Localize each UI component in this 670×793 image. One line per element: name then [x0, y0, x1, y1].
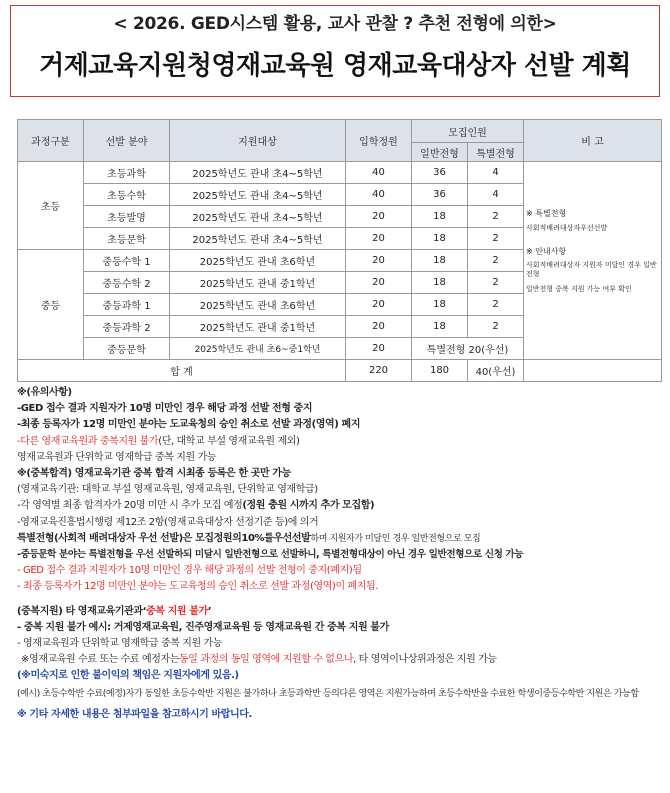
general-cell: 18	[412, 228, 468, 250]
remarks-special-text: 사회적배려대상자우선선발	[526, 224, 608, 232]
header-general: 일반전형	[412, 143, 468, 162]
target-cell: 2025학년도 관내 초4~5학년	[170, 206, 346, 228]
field-cell: 중등수학 1	[84, 250, 170, 272]
quota-cell: 20	[346, 206, 412, 228]
field-cell: 중등문학	[84, 338, 170, 360]
note-line	[17, 531, 662, 547]
special-cell: 2	[468, 294, 524, 316]
selection-table	[17, 119, 662, 382]
note-line: (영재교육기관: 대학교 부설 영재교육원, 영재교육원, 단위학교 영재학급)	[17, 484, 318, 496]
note-text: ’	[207, 605, 212, 617]
note-caution-heading: ※(유의사항)	[17, 387, 72, 398]
special-cell: 2	[468, 206, 524, 228]
note-bold-text: (정원 충원 시까지 추가 모집함)	[242, 500, 375, 512]
header-field: 선발 분야	[84, 120, 170, 162]
notes-section	[17, 385, 662, 723]
field-cell: 초등수학	[84, 184, 170, 206]
general-cell: 36	[412, 184, 468, 206]
page-title: 거제교육지원청영재교육원 영재교육대상자 선발 계획	[39, 51, 631, 81]
remarks-guide-text1: 사회적배려대상자 지원자 미달인 경우 일반전형	[526, 261, 657, 278]
note-blue-line: ※ 기타 자세한 내용은 첨부파일을 참고하시기 바랍니다.	[17, 708, 252, 720]
header-quota: 입학정원	[346, 120, 412, 162]
special-cell: 2	[468, 250, 524, 272]
total-general: 180	[412, 360, 468, 382]
note-example: (예시) 초등수학반 수료(예정)자가 동일한 초등수학반 지원은 불가하나 초등과학반 등의다른 영역은 지원가능하며 초등수학반을 수료한 학생이중등수학반 지원은 가능함	[17, 688, 639, 699]
note-line: - 중복 지원 불가 예시: 거제영재교육원, 진주영재교육원 등 영재교육원 간 중복 지원 불가	[17, 621, 389, 633]
note-red-text: -다른 영재교육원과 중복지원 불가	[17, 435, 159, 447]
quota-cell: 20	[346, 294, 412, 316]
note-line	[17, 498, 662, 514]
header-course: 과정구분	[18, 120, 84, 162]
note-red-text: 중복 지원 불가	[146, 605, 208, 617]
special-cell: 4	[468, 184, 524, 206]
special-cell: 2	[468, 316, 524, 338]
note-line: -최종 등록자가 12명 미만인 분야는 도교육청의 승인 취소로 선발 과정(영역) 폐지	[17, 419, 361, 431]
note-line: - 영재교육원과 단위학교 영재학급 중복 지원 가능	[17, 638, 223, 650]
note-line	[17, 434, 662, 450]
note-line: -중등문학 분야는 특별전형을 우선 선발하되 미달시 일반전형으로 선발하니, 특별전형대상이 아닌 경우 일반전형으로 신청 가능	[17, 549, 524, 561]
target-cell: 2025학년도 관내 초4~5학년	[170, 228, 346, 250]
quota-cell: 20	[346, 338, 412, 360]
total-row	[18, 360, 662, 382]
merged-recruit-cell: 특별전형 20(우선)	[412, 338, 524, 360]
total-quota: 220	[346, 360, 412, 382]
note-bold-text: 특별전형(사회적 배려대상자 우선 선발)은 모집정원의10%를우선선발	[17, 532, 311, 544]
note-line	[17, 652, 662, 668]
total-special: 40(우선)	[468, 360, 524, 382]
general-cell: 18	[412, 250, 468, 272]
remarks-cell	[524, 162, 662, 360]
note-red-line: - GED 접수 결과 지원자가 10명 미만인 경우 해당 과정의 선발 전형이 중지(폐지)됨	[17, 565, 362, 577]
note-line: -영재교육진흥법시행령 제12조 2항(영재교육대상자 선정기준 등)에 의거	[17, 516, 319, 528]
field-cell: 초등과학	[84, 162, 170, 184]
note-text: -각 영역별 최종 합격자가 20명 미만 시 추가 모집 예정	[17, 500, 243, 512]
special-cell: 4	[468, 162, 524, 184]
target-cell: 2025학년도 관내 초6~중1학년	[170, 338, 346, 360]
header-special: 특별전형	[468, 143, 524, 162]
target-cell: 2025학년도 관내 초6학년	[170, 250, 346, 272]
remarks-guide-text2: 일반전형 중복 지원 가능 여부 확인	[526, 285, 632, 293]
field-cell: 중등과학 1	[84, 294, 170, 316]
note-blue-line: (※미숙지로 인한 불이익의 책임은 지원자에게 있음.)	[17, 670, 239, 682]
field-cell: 중등과학 2	[84, 316, 170, 338]
target-cell: 2025학년도 관내 초4~5학년	[170, 184, 346, 206]
header-remarks: 비 고	[524, 120, 662, 162]
target-cell: 2025학년도 관내 중1학년	[170, 316, 346, 338]
note-red-line: - 최종 등록자가 12명 미만인 분야는 도교육청의 승인 취소로 선발 과정(영역)이 폐지됨.	[17, 581, 379, 593]
note-red-text: 동일 과정의 동일 영역에 지원할 수 없으나	[179, 654, 354, 666]
general-cell: 18	[412, 294, 468, 316]
target-cell: 2025학년도 관내 초4~5학년	[170, 162, 346, 184]
remarks-guide-title: ※ 안내사항	[526, 247, 567, 256]
header-recruit: 모집인원	[412, 120, 524, 143]
page-subtitle: < 2026. GED시스템 활용, 교사 관찰 ? 추천 전형에 의한>	[113, 14, 557, 34]
table-row	[18, 162, 662, 184]
quota-cell: 20	[346, 228, 412, 250]
quota-cell: 40	[346, 162, 412, 184]
quota-cell: 40	[346, 184, 412, 206]
field-cell: 중등수학 2	[84, 272, 170, 294]
target-cell: 2025학년도 관내 초6학년	[170, 294, 346, 316]
general-cell: 36	[412, 162, 468, 184]
quota-cell: 20	[346, 272, 412, 294]
target-cell: 2025학년도 관내 중1학년	[170, 272, 346, 294]
general-cell: 18	[412, 206, 468, 228]
field-cell: 초등문학	[84, 228, 170, 250]
note-duplicate-heading: ※(중복합격) 영재교육기관 중복 합격 시최종 등록은 한 곳만 가능	[17, 468, 291, 480]
note-text: (중복지원) 타 영재교육기관과‘	[17, 605, 147, 617]
quota-cell: 20	[346, 250, 412, 272]
note-text: ※영재교육원 수료 또는 수료 예정자는	[21, 654, 179, 666]
quota-cell: 20	[346, 316, 412, 338]
note-text: 하며 지원자가 미달인 경우 일반전형으로 모집	[310, 533, 481, 544]
note-line: -GED 접수 결과 지원자가 10명 미만인 경우 해당 과정 선발 전형 중지	[17, 403, 313, 415]
total-label: 합 계	[18, 360, 346, 382]
note-line: 영재교육원과 단위학교 영재학급 중복 지원 가능	[17, 451, 217, 463]
note-line	[17, 604, 662, 620]
group-elementary: 초등	[18, 162, 84, 250]
general-cell: 18	[412, 272, 468, 294]
special-cell: 2	[468, 228, 524, 250]
field-cell: 초등발명	[84, 206, 170, 228]
note-text: , 타 영역이나상위과정은 지원 가능	[353, 654, 497, 666]
note-text: (단, 대학교 부설 영재교육원 제외)	[158, 435, 300, 447]
total-remarks	[524, 360, 662, 382]
general-cell: 18	[412, 316, 468, 338]
special-cell: 2	[468, 272, 524, 294]
header-target: 지원대상	[170, 120, 346, 162]
remarks-special-title: ※ 특별전형	[526, 209, 567, 218]
group-middle: 중등	[18, 250, 84, 360]
